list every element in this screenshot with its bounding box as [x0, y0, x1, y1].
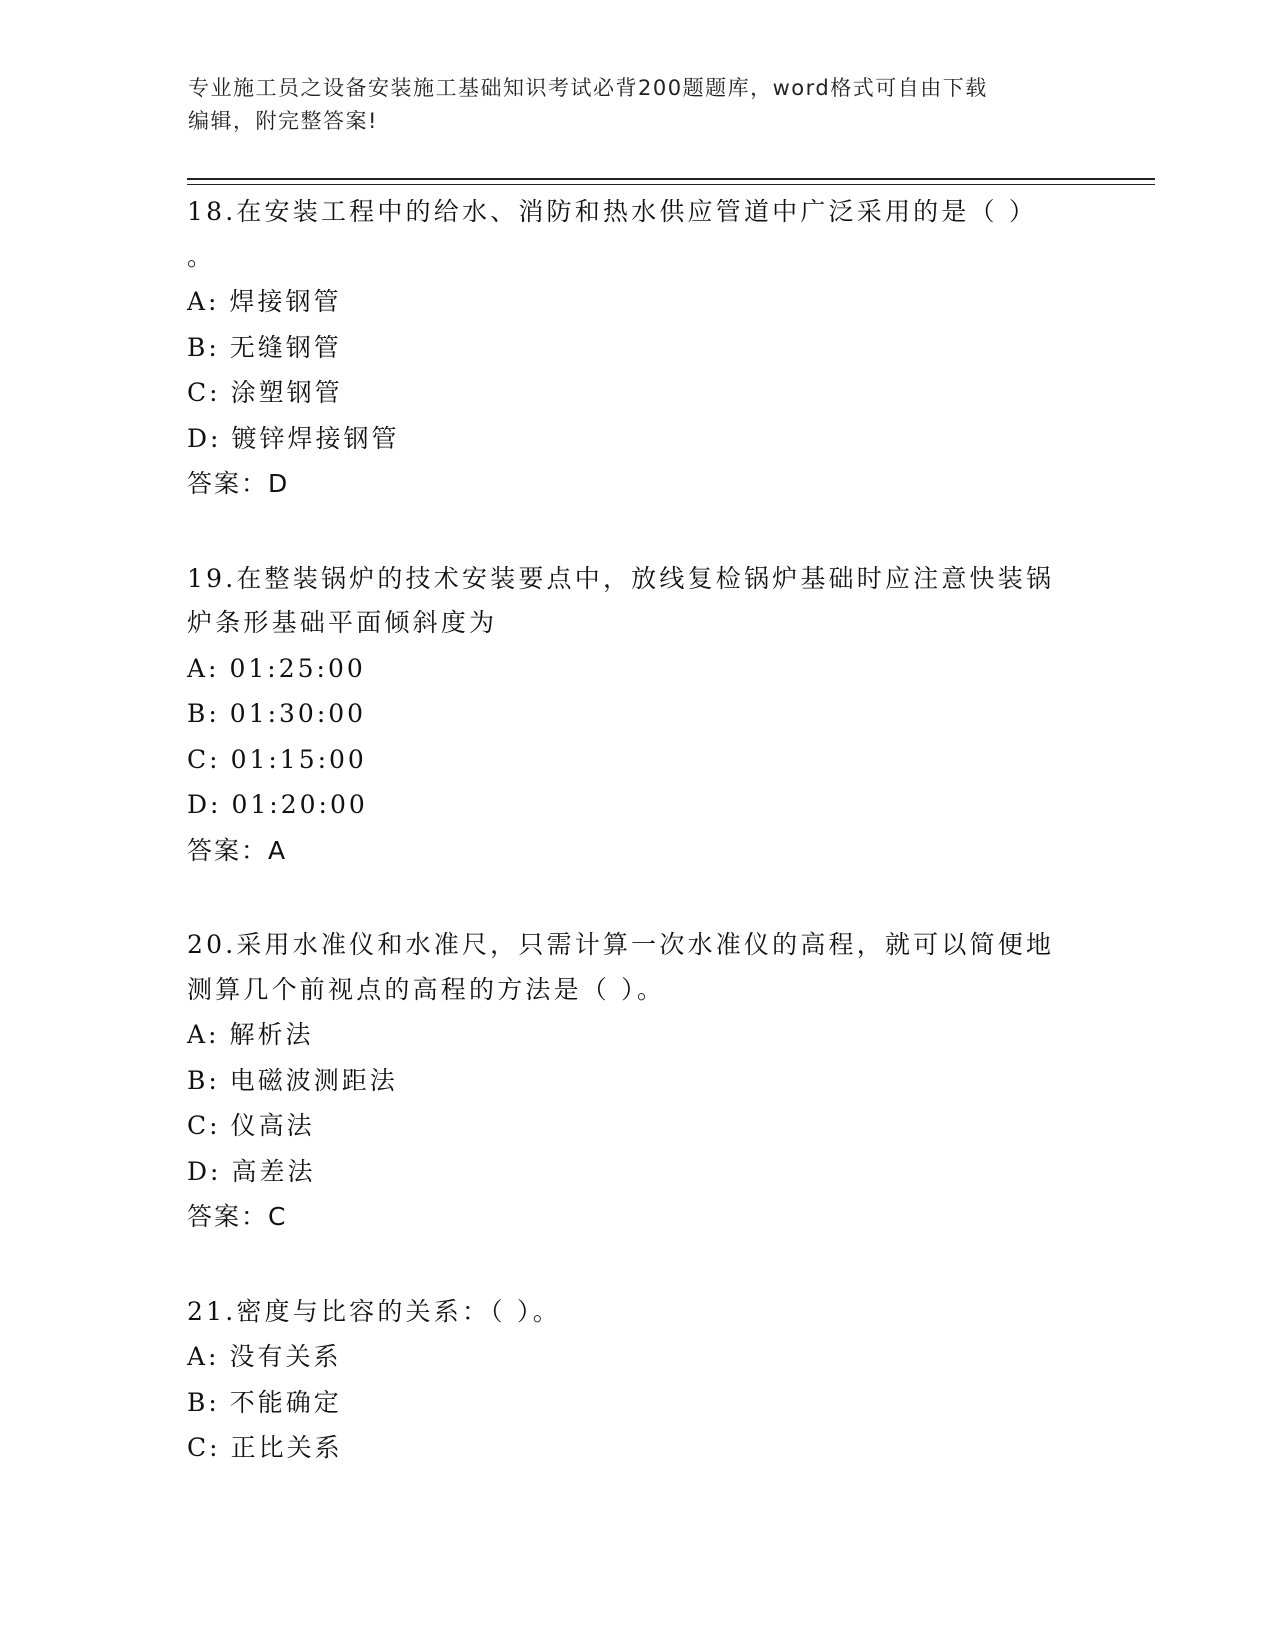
- option-text: 没有关系: [229, 1342, 342, 1371]
- option-key: B:: [187, 332, 220, 362]
- option-text: 01:30:00: [229, 699, 367, 728]
- option-text: 01:15:00: [230, 744, 367, 774]
- option-text: 仪高法: [230, 1111, 315, 1140]
- option-text: 01:20:00: [231, 790, 368, 819]
- option-text: 不能确定: [229, 1387, 342, 1417]
- answer-line: 答案：C: [187, 1202, 288, 1231]
- question-20: [187, 923, 1087, 1240]
- option-key: B:: [187, 699, 220, 728]
- option-key: D:: [187, 423, 222, 453]
- option-key: A:: [187, 1020, 220, 1049]
- option-text: 焊接钢管: [229, 287, 342, 316]
- answer-line: 答案：A: [187, 835, 288, 865]
- option-key: A:: [187, 653, 220, 683]
- question-stem-line: 21.密度与比容的关系：（ ）。: [187, 1296, 561, 1326]
- question-stem-line: 20.采用水准仪和水准尺，只需计算一次水准仪的高程，就可以简便地: [187, 930, 1055, 959]
- option-text: 高差法: [231, 1156, 316, 1186]
- option-text: 01:25:00: [229, 653, 366, 683]
- option-b: [187, 691, 1087, 737]
- option-key: C:: [187, 378, 221, 407]
- option-a: [187, 1334, 1087, 1380]
- option-key: B:: [187, 1065, 220, 1095]
- option-a: [187, 646, 1087, 692]
- option-key: A:: [187, 1342, 220, 1371]
- option-c: [187, 737, 1087, 783]
- option-d: [187, 416, 1087, 462]
- option-text: 涂塑钢管: [230, 378, 343, 407]
- question-stem-line: 18.在安装工程中的给水、消防和热水供应管道中广泛采用的是（ ）: [187, 197, 1038, 226]
- header-line-1: 专业施工员之设备安装施工基础知识考试必背200题题库，word格式可自由下载: [188, 76, 988, 100]
- option-text: 正比关系: [230, 1433, 343, 1462]
- option-text: 电磁波测距法: [229, 1065, 398, 1095]
- question-list: [187, 190, 1087, 1521]
- option-key: C:: [187, 744, 221, 774]
- option-c: [187, 1425, 1087, 1471]
- option-text: 镀锌焊接钢管: [231, 423, 400, 453]
- question-stem-line: 。: [187, 241, 216, 271]
- option-key: B:: [187, 1387, 220, 1417]
- option-a: [187, 1012, 1087, 1058]
- question-stem-line: 测算几个前视点的高程的方法是（ ）。: [187, 974, 666, 1004]
- option-d: [187, 1149, 1087, 1195]
- option-text: 无缝钢管: [229, 332, 342, 362]
- question-21: [187, 1290, 1087, 1471]
- header-line-2: 编辑，附完整答案!: [188, 109, 378, 133]
- question-19: [187, 557, 1087, 874]
- question-stem-line: 炉条形基础平面倾斜度为: [187, 608, 498, 637]
- question-18: [187, 190, 1087, 507]
- answer-line: 答案：D: [187, 469, 290, 498]
- option-key: A:: [187, 287, 220, 316]
- document-header: [188, 72, 1078, 138]
- option-key: C:: [187, 1111, 221, 1140]
- option-text: 解析法: [229, 1020, 314, 1049]
- option-c: [187, 1103, 1087, 1149]
- option-b: [187, 1380, 1087, 1426]
- option-a: [187, 279, 1087, 325]
- option-d: [187, 782, 1087, 828]
- option-b: [187, 325, 1087, 371]
- option-key: D:: [187, 790, 222, 819]
- header-divider-thin: [187, 184, 1155, 185]
- option-key: C:: [187, 1433, 221, 1462]
- question-stem-line: 19.在整装锅炉的技术安装要点中，放线复检锅炉基础时应注意快装锅: [187, 563, 1055, 593]
- option-c: [187, 370, 1087, 416]
- option-key: D:: [187, 1156, 222, 1186]
- option-b: [187, 1058, 1087, 1104]
- header-divider-thick: [187, 178, 1155, 180]
